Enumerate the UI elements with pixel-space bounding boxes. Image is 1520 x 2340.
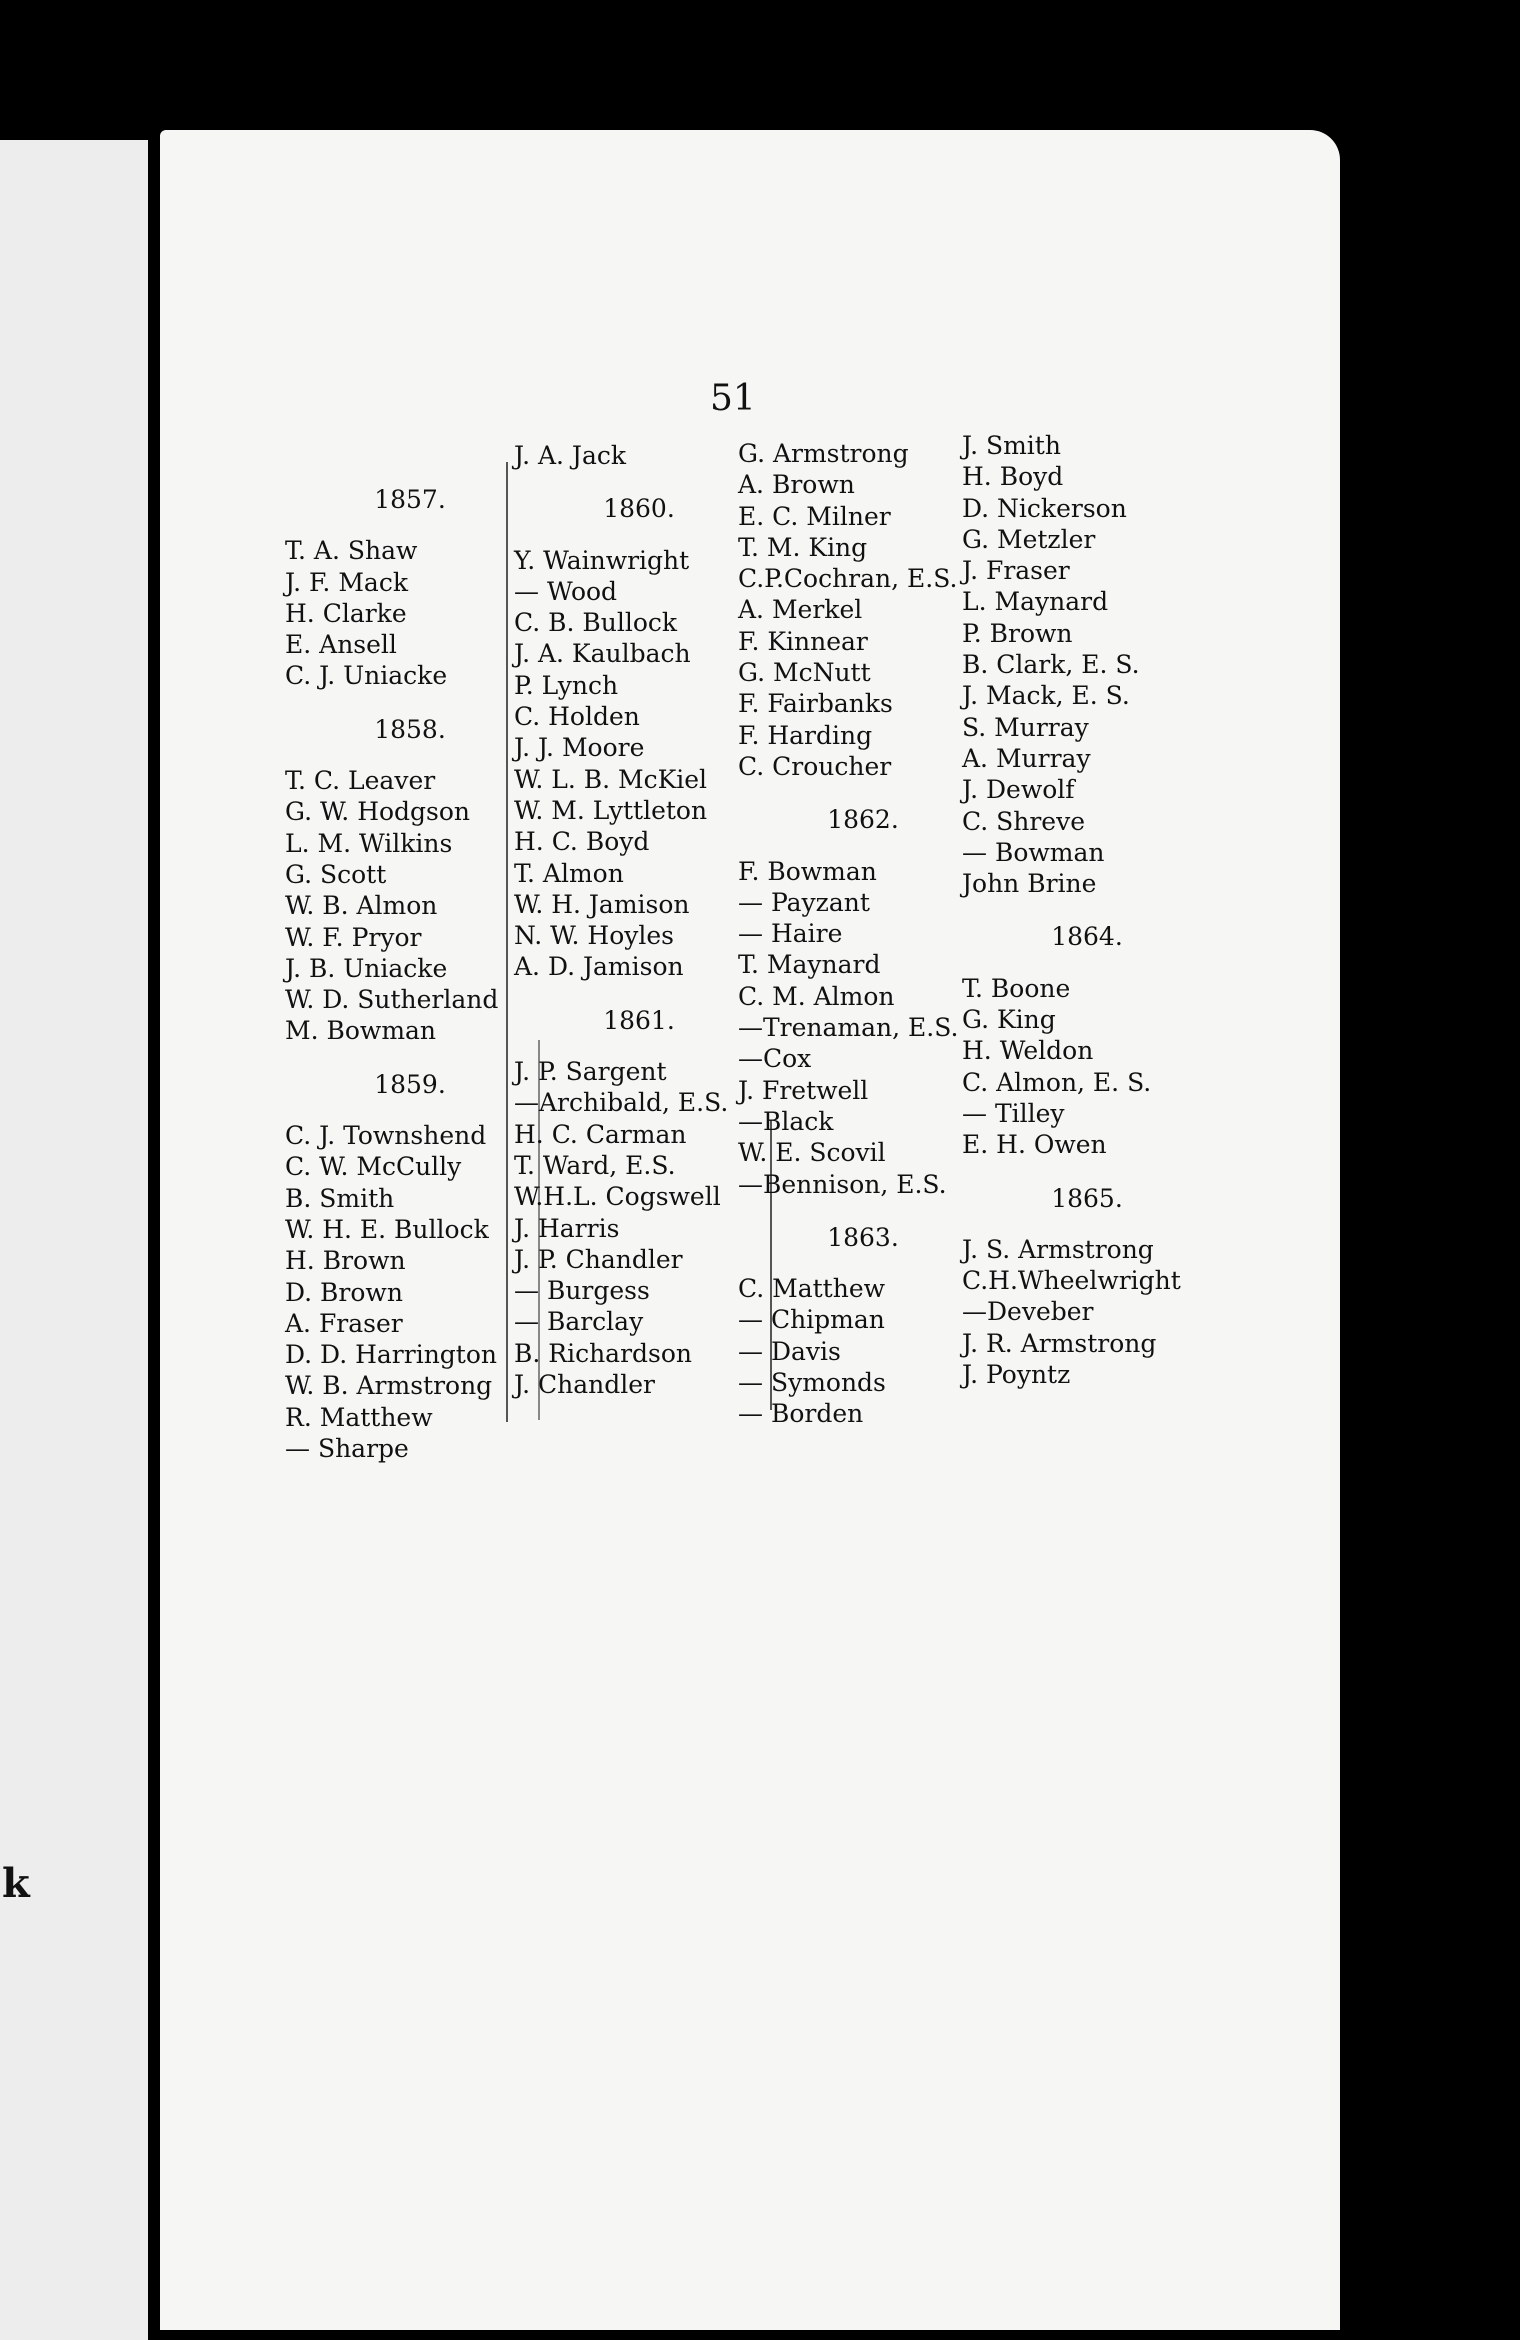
book-gutter [148, 140, 160, 2340]
name-entry: J. A. Jack [514, 441, 626, 470]
name-entry: C. Matthew [738, 1274, 886, 1304]
margin-fragment: k [2, 1860, 30, 1907]
name-entry: M. Bowman [285, 1016, 437, 1046]
name-entry: J. S. Armstrong [962, 1234, 1154, 1264]
name-entry: John Brine [962, 869, 1097, 899]
name-entry: F. Harding [738, 720, 873, 750]
name-entry: J. J. Moore [514, 733, 645, 763]
name-entry: W. L. B. McKiel [514, 764, 708, 794]
name-entry: G. King [962, 1005, 1056, 1035]
name-entry: A. D. Jamison [514, 952, 684, 982]
name-entry: W. M. Lyttleton [514, 795, 708, 825]
name-entry: H. Weldon [962, 1036, 1094, 1066]
name-entry: W. E. Scovil [738, 1138, 886, 1168]
name-entry: C. Almon, E. S. [962, 1067, 1152, 1097]
year-heading: 1857. [374, 485, 446, 514]
name-entry: —Deveber [962, 1297, 1094, 1327]
name-entry: T. A. Shaw [285, 536, 418, 566]
name-entry: C.P.Cochran, E.S. [738, 564, 958, 594]
name-entry: J. Harris [514, 1213, 620, 1243]
name-entry: J. Smith [962, 431, 1061, 460]
name-entry: E. Ansell [285, 630, 397, 660]
name-entry: H. Brown [285, 1246, 406, 1276]
name-entry: D. Brown [285, 1277, 403, 1307]
name-entry: —Black [738, 1106, 834, 1136]
name-entry: D. Nickerson [962, 493, 1127, 523]
name-entry: H. C. Boyd [514, 827, 650, 857]
name-entry: T. Almon [514, 858, 624, 888]
year-heading: 1858. [374, 714, 446, 744]
name-entry: H. Clarke [285, 598, 407, 628]
column-2 [514, 440, 764, 1400]
name-entry: —Bennison, E.S. [738, 1169, 947, 1199]
name-entry: F. Fairbanks [738, 689, 893, 719]
name-entry: W. F. Pryor [285, 922, 422, 952]
year-heading: 1861. [603, 1005, 675, 1035]
name-entry: W. H. E. Bullock [285, 1214, 489, 1244]
name-entry: C. J. Uniacke [285, 661, 448, 691]
name-entry: — Haire [738, 919, 843, 949]
name-entry: S. Murray [962, 712, 1089, 742]
name-entry: — Payzant [738, 887, 870, 917]
name-entry: J. P. Sargent [514, 1057, 667, 1087]
name-entry: C. W. McCully [285, 1152, 462, 1182]
name-entry: H. C. Carman [514, 1119, 687, 1149]
name-entry: R. Matthew [285, 1402, 433, 1432]
name-entry: — Tilley [962, 1098, 1065, 1128]
facing-page-edge [0, 140, 148, 2340]
name-entry: J. Mack, E. S. [962, 681, 1130, 711]
column-1 [285, 462, 535, 1464]
name-entry: G. McNutt [738, 658, 871, 688]
name-entry: A. Merkel [738, 595, 863, 625]
name-entry: N. W. Hoyles [514, 921, 674, 951]
name-entry: G. Armstrong [738, 439, 909, 468]
name-entry: W. H. Jamison [514, 889, 690, 919]
name-entry: J. Chandler [514, 1370, 655, 1400]
name-entry: H. Boyd [962, 462, 1064, 492]
name-entry: T. Maynard [738, 950, 881, 980]
year-heading: 1860. [603, 494, 675, 524]
name-entry: — Sharpe [285, 1434, 409, 1464]
name-entry: J. B. Uniacke [285, 953, 448, 983]
year-heading: 1862. [827, 805, 899, 835]
name-entry: — Symonds [738, 1368, 886, 1398]
name-entry: A. Fraser [285, 1308, 403, 1338]
column-4 [962, 430, 1212, 1390]
name-entry: — Bowman [962, 837, 1105, 867]
name-entry: D. D. Harrington [285, 1340, 497, 1370]
name-entry: W. D. Sutherland [285, 985, 499, 1015]
name-entry: —Archibald, E.S. [514, 1088, 729, 1118]
name-entry: F. Kinnear [738, 626, 868, 656]
name-entry: J. P. Chandler [514, 1244, 683, 1274]
year-heading: 1859. [374, 1069, 446, 1099]
name-entry: P. Brown [962, 618, 1073, 648]
name-entry: C. M. Almon [738, 981, 895, 1011]
name-entry: C. Shreve [962, 806, 1086, 836]
column-3 [738, 438, 988, 1430]
name-entry: J. F. Mack [285, 567, 408, 597]
name-entry: J. Fraser [962, 556, 1070, 586]
name-entry: — Barclay [514, 1307, 644, 1337]
name-entry: — Chipman [738, 1305, 885, 1335]
name-entry: — Wood [514, 576, 618, 606]
name-entry: C.H.Wheelwright [962, 1266, 1181, 1296]
name-entry: L. Maynard [962, 587, 1109, 617]
name-entry: T. Ward, E.S. [514, 1150, 676, 1180]
name-entry: C. B. Bullock [514, 608, 678, 638]
name-entry: J. R. Armstrong [962, 1328, 1157, 1358]
name-entry: W. B. Armstrong [285, 1371, 493, 1401]
name-entry: J. Fretwell [738, 1075, 869, 1105]
name-entry: A. Murray [962, 743, 1091, 773]
name-entry: B. Smith [285, 1183, 395, 1213]
name-entry: B. Richardson [514, 1338, 693, 1368]
page-number: 51 [710, 378, 756, 419]
name-entry: T. C. Leaver [285, 766, 436, 796]
name-entry: L. M. Wilkins [285, 828, 453, 858]
year-heading: 1865. [1051, 1183, 1123, 1213]
name-entry: J. Poyntz [962, 1360, 1071, 1390]
name-entry: E. H. Owen [962, 1130, 1107, 1160]
name-entry: —Trenaman, E.S. [738, 1013, 959, 1043]
name-entry: J. A. Kaulbach [514, 639, 691, 669]
year-heading: 1864. [1051, 922, 1123, 952]
name-entry: F. Bowman [738, 856, 877, 886]
name-entry: C. J. Townshend [285, 1121, 487, 1151]
name-entry: — Davis [738, 1336, 841, 1366]
name-entry: W. B. Almon [285, 891, 438, 921]
name-entry: —Cox [738, 1044, 812, 1074]
name-entry: T. Boone [962, 973, 1071, 1003]
name-entry: W.H.L. Cogswell [514, 1182, 721, 1212]
name-entry: — Borden [738, 1399, 864, 1429]
name-entry: G. Scott [285, 859, 387, 889]
name-entry: G. W. Hodgson [285, 797, 471, 827]
name-entry: C. Holden [514, 702, 640, 732]
name-entry: P. Lynch [514, 670, 619, 700]
year-heading: 1863. [827, 1222, 899, 1252]
name-entry: J. Dewolf [962, 775, 1075, 805]
name-entry: Y. Wainwright [514, 545, 690, 575]
name-entry: G. Metzler [962, 524, 1096, 554]
name-entry: E. C. Milner [738, 501, 891, 531]
name-entry: C. Croucher [738, 751, 892, 781]
name-entry: — Burgess [514, 1276, 650, 1306]
name-entry: A. Brown [738, 470, 855, 500]
name-entry: T. M. King [738, 532, 868, 562]
name-entry: B. Clark, E. S. [962, 650, 1140, 680]
